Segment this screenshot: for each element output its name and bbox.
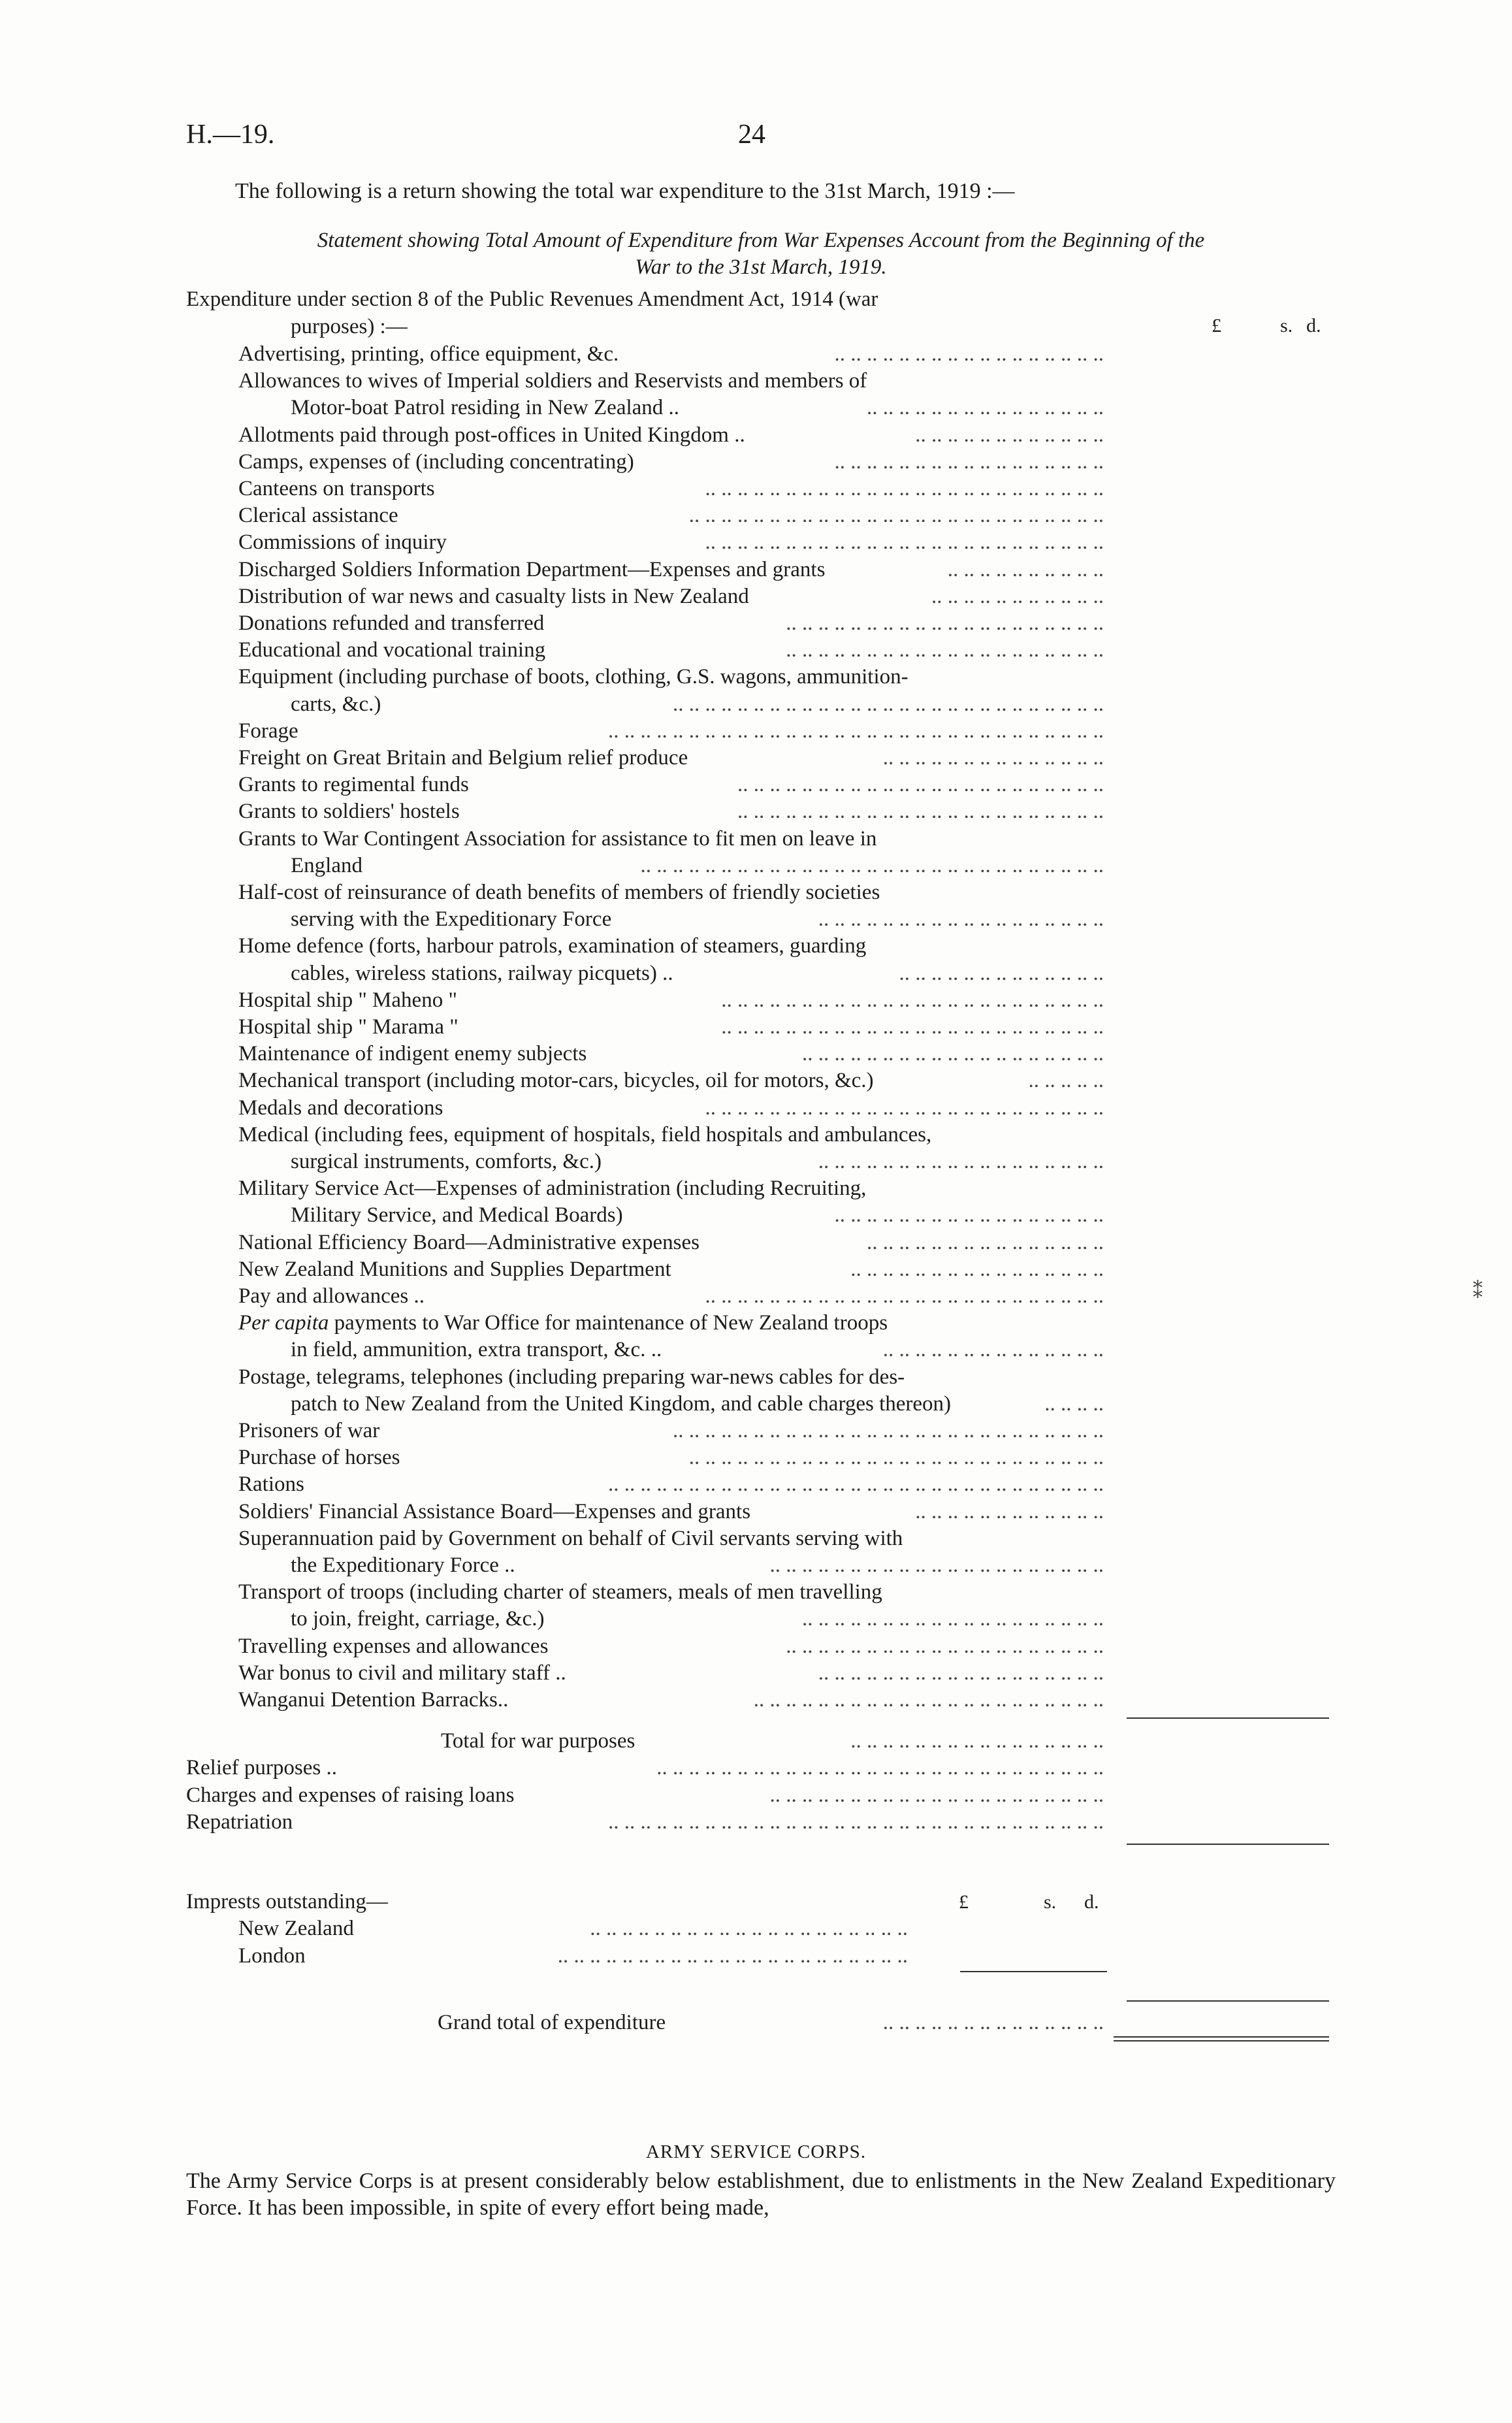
leader-dots: .. .. .. .. .. .. .. .. .. .. .. .. .. .. .. .. .. .. .. ..	[786, 638, 1104, 662]
leader-dots: .. .. .. .. .. .. .. .. .. .. .. .. .. .. .. .. ..	[834, 1203, 1104, 1228]
leader-dots: .. .. .. .. .. .. .. .. .. .. .. .. .. .. .. .. .. .. .. .. .. .. .. .. .. .. .. .. .. .. ..	[607, 1472, 1104, 1497]
expenditure-item-label: Canteens on transports	[238, 477, 435, 500]
leader-dots: .. .. .. .. .. .. .. .. .. .. .. .. .. .. .. .. .. .. .. .. .. .. .. ..	[721, 988, 1104, 1012]
expenditure-item-label: Equipment (including purchase of boots, clothing, G.S. wagons, ammunition-	[238, 665, 909, 689]
imprest-row-label: New Zealand	[238, 1917, 354, 1941]
leader-dots: .. .. .. .. .. .. .. .. .. .. .. .. .. ..	[882, 1338, 1104, 1362]
expenditure-item-label: Mechanical transport (including motor-cars, bicycles, oil for motors, &c.)	[238, 1069, 874, 1093]
leader-dots: .. .. .. .. .. .. .. .. .. .. .. .. .. .. .. .. .. .. .. .. .. .. .. .. .. ..	[688, 1446, 1104, 1470]
expenditure-item-label: Clerical assistance	[238, 504, 398, 528]
expenditure-item-label: Camps, expenses of (including concentrating)	[238, 449, 634, 474]
leader-dots: .. .. .. .. .. .. .. .. .. .. .. .. .. .. .. .. .. .. .. .. .. .. .. .. .. ..	[688, 504, 1104, 528]
leader-dots: .. .. .. .. .. .. .. .. .. ..	[947, 557, 1104, 581]
expenditure-item-label: Allowances to wives of Imperial soldiers and Reservists and members of	[238, 369, 867, 393]
expenditure-item-label: the Expeditionary Force ..	[291, 1553, 515, 1577]
leader-dots: .. .. .. .. .. .. .. .. .. .. .. .. .. .. .. .. .. .. .. .. .. .. .. .. .. .. ..	[672, 692, 1104, 716]
statement-title-line-2: War to the 31st March, 1919.	[635, 255, 887, 279]
expenditure-item-label: surgical instruments, comforts, &c.)	[291, 1150, 602, 1173]
leader-dots: .. .. .. .. .. .. .. .. .. .. .. .. .. .. .. .. .. .. .. .. .. .. .. .. .. .. .. .. ..	[640, 853, 1104, 877]
expenditure-item-label: Maintenance of indigent enemy subjects	[238, 1042, 587, 1066]
expenditure-item-label: Hospital ship " Maheno "	[238, 988, 457, 1012]
expenditure-item-label: Military Service, and Medical Boards)	[291, 1203, 623, 1228]
expenditure-item-label: Travelling expenses and allowances	[238, 1634, 549, 1658]
leader-dots: .. .. .. .. .. .. .. .. .. .. .. .. .. .. .. .. .. .. .. .. .. .. ..	[737, 800, 1104, 824]
expenditure-item-label: serving with the Expeditionary Force	[291, 907, 612, 932]
leader-dots: .. .. .. .. .. .. .. .. .. .. .. .. .. .. .. .. .. .. .. .. .. .. .. .. .. .. .. .. .. .. ..	[607, 1810, 1104, 1834]
expenditure-item-label: War bonus to civil and military staff ..	[238, 1661, 566, 1685]
expenditure-item-label: New Zealand Munitions and Supplies Department	[238, 1257, 671, 1281]
col-head-pounds: £	[1212, 315, 1221, 336]
leader-dots: .. .. .. .. .. .. .. .. .. .. .. .. .. .. .. .. .. .. .. .. .. .. .. .. .. .. .. ..	[656, 1756, 1104, 1780]
expenditure-item-label: Half-cost of reinsurance of death benefits of members of friendly societies	[238, 881, 880, 904]
leader-dots: .. .. .. .. .. .. .. .. .. .. .. .. .. .. .. .. .. ..	[818, 1150, 1104, 1173]
leader-dots: .. .. .. .. .. .. .. .. .. .. .. .. .. .. .. .. .. .. .. .. .. .. .. .. .. .. ..	[672, 1419, 1104, 1442]
expenditure-item-label: Allotments paid through post-offices in United Kingdom ..	[238, 423, 745, 447]
expenditure-item-label: Medals and decorations	[238, 1096, 443, 1120]
imprests-col-shillings: s.	[1044, 1891, 1057, 1913]
leader-dots: .. .. .. .. .. .. .. .. .. .. .. .. .. .. .. .. .. .. ..	[801, 1042, 1104, 1066]
leader-dots: .. .. .. .. .. .. .. .. .. .. .. .. .. .. .. .. .. .. .. .. .. .. .. .. .. .. .. .. .. .. ..	[607, 719, 1104, 743]
leader-dots: .. .. .. .. .. .. .. .. .. .. .. .. .. .. .. .. .. .. .. .. .. ..	[753, 1688, 1104, 1712]
leader-dots: .. .. .. .. .. .. .. .. .. .. .. .. .. .. .. .. .. .. .. .. .. .. .. .. ..	[705, 530, 1104, 555]
leader-dots: .. .. .. .. .. .. .. .. .. .. .. .. .. .. ..	[866, 396, 1104, 420]
section-heading-line-1: Expenditure under section 8 of the Public Revenues Amendment Act, 1914 (war	[186, 287, 878, 311]
leader-dots: .. .. .. .. .. .. .. .. .. .. .. .. .. .. .. .. .. .. .. .. ..	[769, 1553, 1104, 1577]
leader-dots: .. .. .. .. .. .. .. .. .. .. .. .. .. .. .. .. .. .. .. .. .. .. .. .. ..	[705, 1284, 1104, 1308]
expenditure-item-label: England	[291, 853, 362, 877]
expenditure-item-label: Superannuation paid by Government on behalf of Civil servants serving with	[238, 1526, 903, 1550]
leader-dots: .. .. .. .. ..	[1028, 1069, 1104, 1093]
expenditure-item-label: Pay and allowances ..	[238, 1284, 425, 1308]
statement-title	[186, 227, 1336, 281]
expenditure-item-label: Advertising, printing, office equipment, &c.	[238, 342, 619, 366]
leader-dots: .. .. .. .. .. .. .. .. .. .. .. .. .. ..	[882, 746, 1104, 770]
expenditure-item-label: Rations	[238, 1472, 304, 1497]
leader-dots: .. .. .. .. .. .. .. .. .. .. .. .. .. .. .. .. .. .. .. ..	[786, 1634, 1104, 1658]
grand-total-rule-1	[1114, 2036, 1329, 2038]
leader-dots: .. .. .. .. .. .. .. .. .. .. .. .. .. .. .. .. .. ..	[818, 1661, 1104, 1685]
expenditure-item-label: Freight on Great Britain and Belgium relief produce	[238, 746, 688, 770]
expenditure-item-label: Transport of troops (including charter of steamers, meals of men travelling	[238, 1580, 882, 1604]
subtotal-rule	[1127, 1844, 1329, 1845]
leader-dots: .. .. .. .. .. .. .. .. .. .. .. .. .. .. .. ..	[850, 1257, 1104, 1281]
expenditure-item-label: cables, wireless stations, railway picquets) ..	[291, 961, 673, 985]
expenditure-item-label: in field, ammunition, extra transport, &c. ..	[291, 1338, 662, 1362]
statement-title-line-1: Statement showing Total Amount of Expenditure from War Expenses Account from the Beginning of the	[317, 229, 1205, 252]
leader-dots: .. .. .. .. .. .. .. .. .. .. .. .. .. .. .. .. ..	[834, 449, 1104, 474]
leader-dots: .. .. .. .. .. .. .. .. .. .. .. .. .. .. .. .. .. .. .. ..	[590, 1917, 908, 1941]
page-number: 24	[738, 120, 765, 150]
total-war-label: Total for war purposes	[441, 1729, 635, 1753]
grand-total-label: Grand total of expenditure	[438, 2011, 666, 2034]
expenditure-item-label: Donations refunded and transferred	[238, 611, 545, 635]
leader-dots: .. .. .. .. .. .. .. .. .. .. .. .. ..	[899, 961, 1104, 985]
leader-dots: .. .. .. .. .. .. .. .. .. .. .. .. .. .. .. .. .. .. .. .. .. .. .. .. ..	[705, 477, 1104, 500]
army-heading: ARMY SERVICE CORPS.	[645, 2141, 867, 2162]
expenditure-item-label: Prisoners of war	[238, 1419, 380, 1442]
expenditure-item-label: Discharged Soldiers Information Department—Expenses and grants	[238, 557, 826, 581]
expenditure-item-label: Home defence (forts, harbour patrols, examination of steamers, guarding	[238, 934, 867, 958]
document-reference: H.—19.	[186, 120, 275, 150]
col-head-shillings: s.	[1280, 315, 1293, 336]
leader-dots: .. .. .. .. .. .. .. .. .. .. ..	[931, 584, 1104, 608]
expenditure-item-label: Educational and vocational training	[238, 638, 546, 662]
intro-text: The following is a return showing the total war expenditure to the 31st March, 1919 :—	[235, 179, 1015, 203]
expenditure-item-label: Grants to War Contingent Association for assistance to fit men on leave in	[238, 826, 877, 851]
leader-dots: .. .. .. .. .. .. .. .. .. .. .. .. .. .. .. .. ..	[834, 342, 1104, 366]
leader-dots: .. .. .. .. .. .. .. .. .. .. .. .. .. ..	[882, 2011, 1104, 2034]
leader-dots: .. .. .. .. .. .. .. .. .. .. .. .. .. .. .. .. .. .. .. .. .. .. ..	[737, 773, 1104, 797]
expenditure-item-label: Commissions of inquiry	[238, 530, 447, 555]
leader-dots: .. .. .. .. .. .. .. .. .. .. .. .. .. .. .. .. .. .. .. .. .. .. .. .. ..	[705, 1096, 1104, 1120]
other-item-label: Repatriation	[186, 1810, 293, 1834]
expenditure-item-label: patch to New Zealand from the United Kingdom, and cable charges thereon)	[291, 1391, 952, 1416]
expenditure-item-label: Hospital ship " Marama "	[238, 1015, 458, 1039]
expenditure-item-label: Soldiers' Financial Assistance Board—Expenses and grants	[238, 1499, 751, 1523]
expenditure-item-label: Forage	[238, 719, 298, 743]
imprests-col-pounds: £	[959, 1891, 969, 1913]
total-rule	[1127, 1717, 1329, 1719]
expenditure-item-label: Military Service Act—Expenses of administration (including Recruiting,	[238, 1177, 867, 1201]
imprests-col-pence: d.	[1084, 1891, 1099, 1913]
expenditure-item-label: National Efficiency Board—Administrative expenses	[238, 1230, 700, 1254]
expenditure-item-label: to join, freight, carriage, &c.)	[291, 1607, 545, 1631]
leader-dots: .. .. .. ..	[1044, 1391, 1104, 1416]
imprests-label: Imprests outstanding—	[186, 1890, 388, 1914]
col-head-pence: d.	[1306, 315, 1321, 336]
imprest-row-label: London	[238, 1943, 306, 1968]
expenditure-item-label: Grants to regimental funds	[238, 773, 469, 797]
leader-dots: .. .. .. .. .. .. .. .. .. .. .. .. .. .. ..	[866, 1230, 1104, 1254]
other-item-label: Charges and expenses of raising loans	[186, 1783, 515, 1807]
expenditure-item-label: Postage, telegrams, telephones (including preparing war-news cables for des-	[238, 1365, 905, 1389]
expenditure-item-label: Motor-boat Patrol residing in New Zealand ..	[291, 396, 680, 420]
section-heading-line-2: purposes) :—	[291, 315, 408, 338]
imprest-rule	[960, 1971, 1107, 1972]
grand-total-rule-top	[1127, 2000, 1329, 2002]
expenditure-item-label: Wanganui Detention Barracks..	[238, 1688, 509, 1712]
other-item-label: Relief purposes ..	[186, 1756, 337, 1780]
leader-dots: .. .. .. .. .. .. .. .. .. .. .. ..	[915, 423, 1104, 447]
margin-mark: ⁑	[1473, 1281, 1483, 1303]
leader-dots: .. .. .. .. .. .. .. .. .. .. .. .. .. .. .. .. .. .. .. .. .. ..	[557, 1943, 908, 1968]
leader-dots: .. .. .. .. .. .. .. .. .. .. .. .. .. .. .. .. .. .. ..	[801, 1607, 1104, 1631]
expenditure-item-label: Purchase of horses	[238, 1446, 400, 1470]
grand-total-rule-2	[1114, 2040, 1329, 2041]
leader-dots: .. .. .. .. .. .. .. .. .. .. .. .. .. .. .. .. .. .. .. .. ..	[769, 1783, 1104, 1807]
expenditure-item-label: Medical (including fees, equipment of hospitals, field hospitals and ambulances,	[238, 1122, 932, 1146]
leader-dots: .. .. .. .. .. .. .. .. .. .. .. .. .. .. .. ..	[850, 1729, 1104, 1753]
expenditure-item-label: Per capita payments to War Office for maintenance of New Zealand troops	[238, 1311, 888, 1335]
leader-dots: .. .. .. .. .. .. .. .. .. .. .. .. .. .. .. .. .. .. .. .. .. .. .. ..	[721, 1015, 1104, 1039]
expenditure-item-label: carts, &c.)	[291, 692, 381, 716]
expenditure-item-label: Grants to soldiers' hostels	[238, 800, 460, 824]
leader-dots: .. .. .. .. .. .. .. .. .. .. .. .. .. .. .. .. .. .. .. ..	[786, 611, 1104, 635]
expenditure-item-label: Distribution of war news and casualty lists in New Zealand	[238, 584, 749, 608]
army-paragraph: The Army Service Corps is at present considerably below establishment, due to enlistments in the New Zealand Expeditionary Force. It has been impossible, in spite of every effort being made,	[186, 2169, 1336, 2220]
leader-dots: .. .. .. .. .. .. .. .. .. .. .. .. .. .. .. .. .. ..	[818, 907, 1104, 932]
leader-dots: .. .. .. .. .. .. .. .. .. .. .. ..	[915, 1499, 1104, 1523]
